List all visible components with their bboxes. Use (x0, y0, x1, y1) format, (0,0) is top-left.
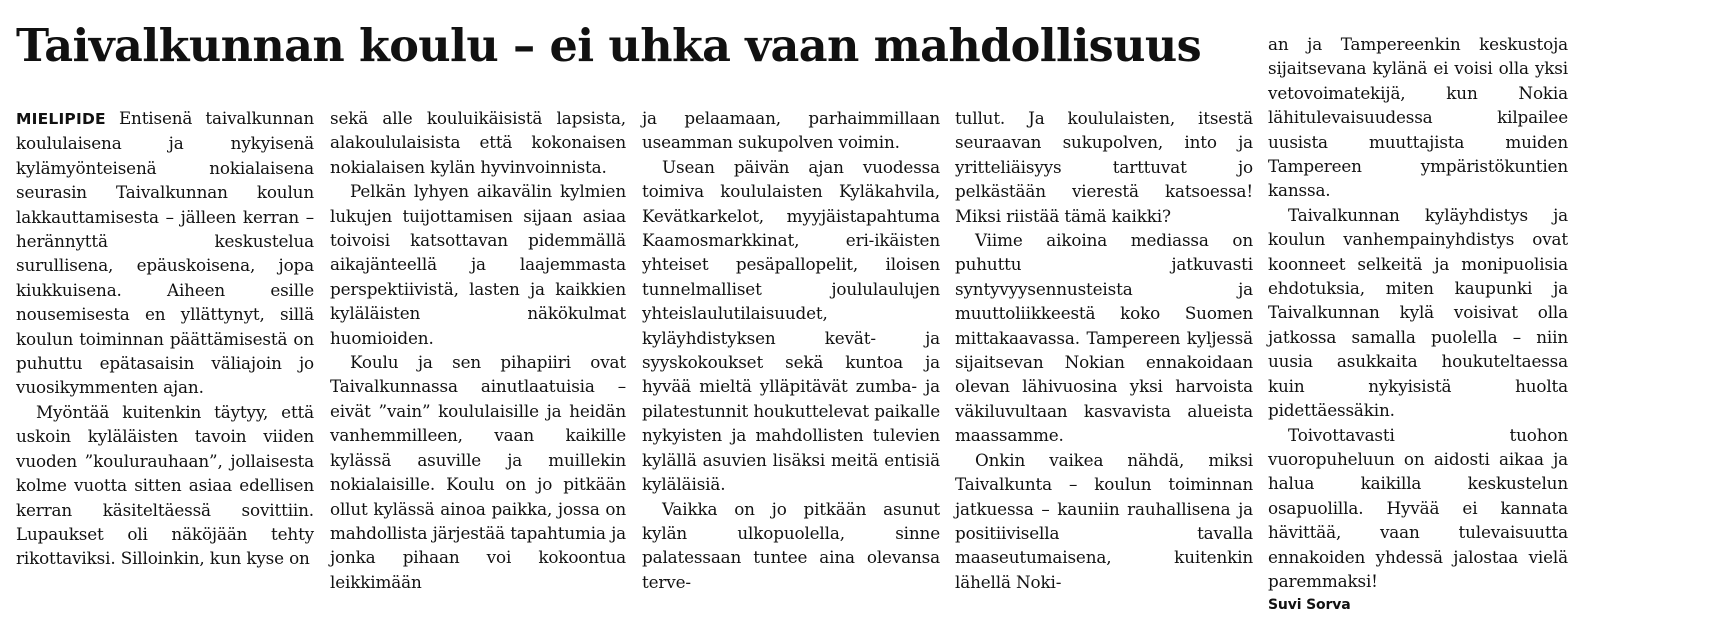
article-paragraph: tullut. Ja koululaisten, itsestä seuraavan sukupolven, into ja yritteliäisyys tarttuvat jo pelkästään vierestä katsoessa! Miksi riistää tämä kaikki? (955, 108, 1253, 226)
article-headline: Taivalkunnan koulu – ei uhka vaan mahdollisuus (16, 20, 1202, 72)
article-paragraph: Usean päivän ajan vuodessa toimiva koululaisten Kyläkahvila, Kevätkarkelot, myyjäistapahtuma Kaamosmarkkinat, eri-ikäisten yhteiset pesäpallopelit, iloisen tunnelmalliset joululaulujen yhteislaulutilaisuudet, kyläyhdistyksen kevät- ja syyskokoukset sekä kuntoa ja hyvää mieltä ylläpitävät zumba- ja pilatestunnit houkuttelevat paikalle nykyisten ja mahdollisten tulevien kylällä asuvien lisäksi meitä entisiä kyläläisiä. (642, 156, 940, 495)
article-paragraph: an ja Tampereenkin keskustoja sijaitsevana kylänä ei voisi olla yksi vetovoimatekijä, kun Nokia lähitulevaisuudessa kilpailee uusista muuttajista muiden Tampereen ympäristökuntien kanssa. (1268, 34, 1568, 201)
article-paragraph: Viime aikoina mediassa on puhuttu jatkuvasti syntyvyysennusteista ja muuttoliikkeestä koko Suomen mittakaavassa. Tampereen kyljessä sijaitsevan Nokian ennakoidaan olevan lähivuosina yksi harvoista väkiluvultaan kasvavista alueista maassamme. (955, 230, 1253, 446)
article-paragraph: ja pelaamaan, parhaimmillaan useamman sukupolven voimin. (642, 108, 940, 153)
article-paragraph: Vaikka on jo pitkään asunut kylän ulkopuolella, sinne palatessaan tuntee aina olevansa terve- (642, 498, 940, 592)
article-paragraph: Taivalkunnan kyläyhdistys ja koulun vanhempainyhdistys ovat koonneet selkeitä ja monipuolisia ehdotuksia, miten kaupunki ja Taivalkunnan kylä voisivat olla jatkossa samalla puolella – niin uusia asukkaita houkuteltaessa kuin nykyisistä huolta pidettäessäkin. (1268, 204, 1568, 421)
article-column-3 (642, 106, 940, 594)
paragraph-text: Entisenä taivalkunnan koululaisena ja nykyisenä kylämyönteisenä nokialaisena seurasin Taivalkunnan koulun lakkauttamisesta – jälleen kerran – herännyttä keskustelua surullisena, epäuskoisena, jopa kiukkuisena. Aiheen esille nousemisesta en yllättynyt, sillä koulun toiminnan päättämisestä on puhuttu epätasaisin väliajoin jo vuosikymmenten ajan. (16, 108, 314, 398)
author-signature: Suvi Sorva (1268, 597, 1351, 614)
article-column-2 (330, 106, 626, 594)
article-paragraph: Pelkän lyhyen aikavälin kylmien lukujen tuijottamisen sijaan asiaa toivoisi katsottavan pidemmällä aikajänteellä ja laajemmasta perspektiivistä, lasten ja kaikkien kyläläisten näkökulmat huomioiden. (330, 181, 626, 348)
article-paragraph: Koulu ja sen pihapiiri ovat Taivalkunnassa ainutlaatuisia – eivät ”vain” koululaisille ja heidän vanhemmilleen, vaan kaikille kylässä asuville ja muillekin nokialaisille. Koulu on jo pitkään ollut kylässä ainoa paikka, jossa on mahdollista järjestää tapahtumia ja jonka pihaan voi kokoontua leikkimään (330, 352, 626, 592)
article-paragraph: Onkin vaikea nähdä, miksi Taivalkunta – koulun toiminnan jatkuessa – kauniin rauhallisena ja positiivisella tavalla maaseutumaisena, kuitenkin lähellä Noki- (955, 449, 1253, 592)
article-paragraph: Toivottavasti tuohon vuoropuheluun on aidosti aikaa ja halua kaikilla keskustelun osapuolilla. Hyvää ei kannata hävittää, vaan tulevaisuutta ennakoiden yhdessä jalostaa vielä paremmaksi! (1268, 424, 1568, 591)
article-paragraph (16, 106, 314, 400)
article-column-5 (1268, 32, 1568, 618)
article-column-4 (955, 106, 1253, 594)
article-column-1 (16, 106, 314, 571)
section-label: MIELIPIDE (16, 110, 106, 128)
article-paragraph: sekä alle kouluikäisistä lapsista, alakoululaisista että kokonaisen nokialaisen kylän hyvinvoinnista. (330, 108, 626, 177)
article-paragraph: Myöntää kuitenkin täytyy, että uskoin kyläläisten tavoin viiden vuoden ”koulurauhaan”, jollaisesta kolme vuotta sitten asiaa edellisen kerran käsiteltäessä sovittiin. Lupaukset oli näköjään tehty rikottaviksi. Silloinkin, kun kyse on (16, 401, 314, 569)
